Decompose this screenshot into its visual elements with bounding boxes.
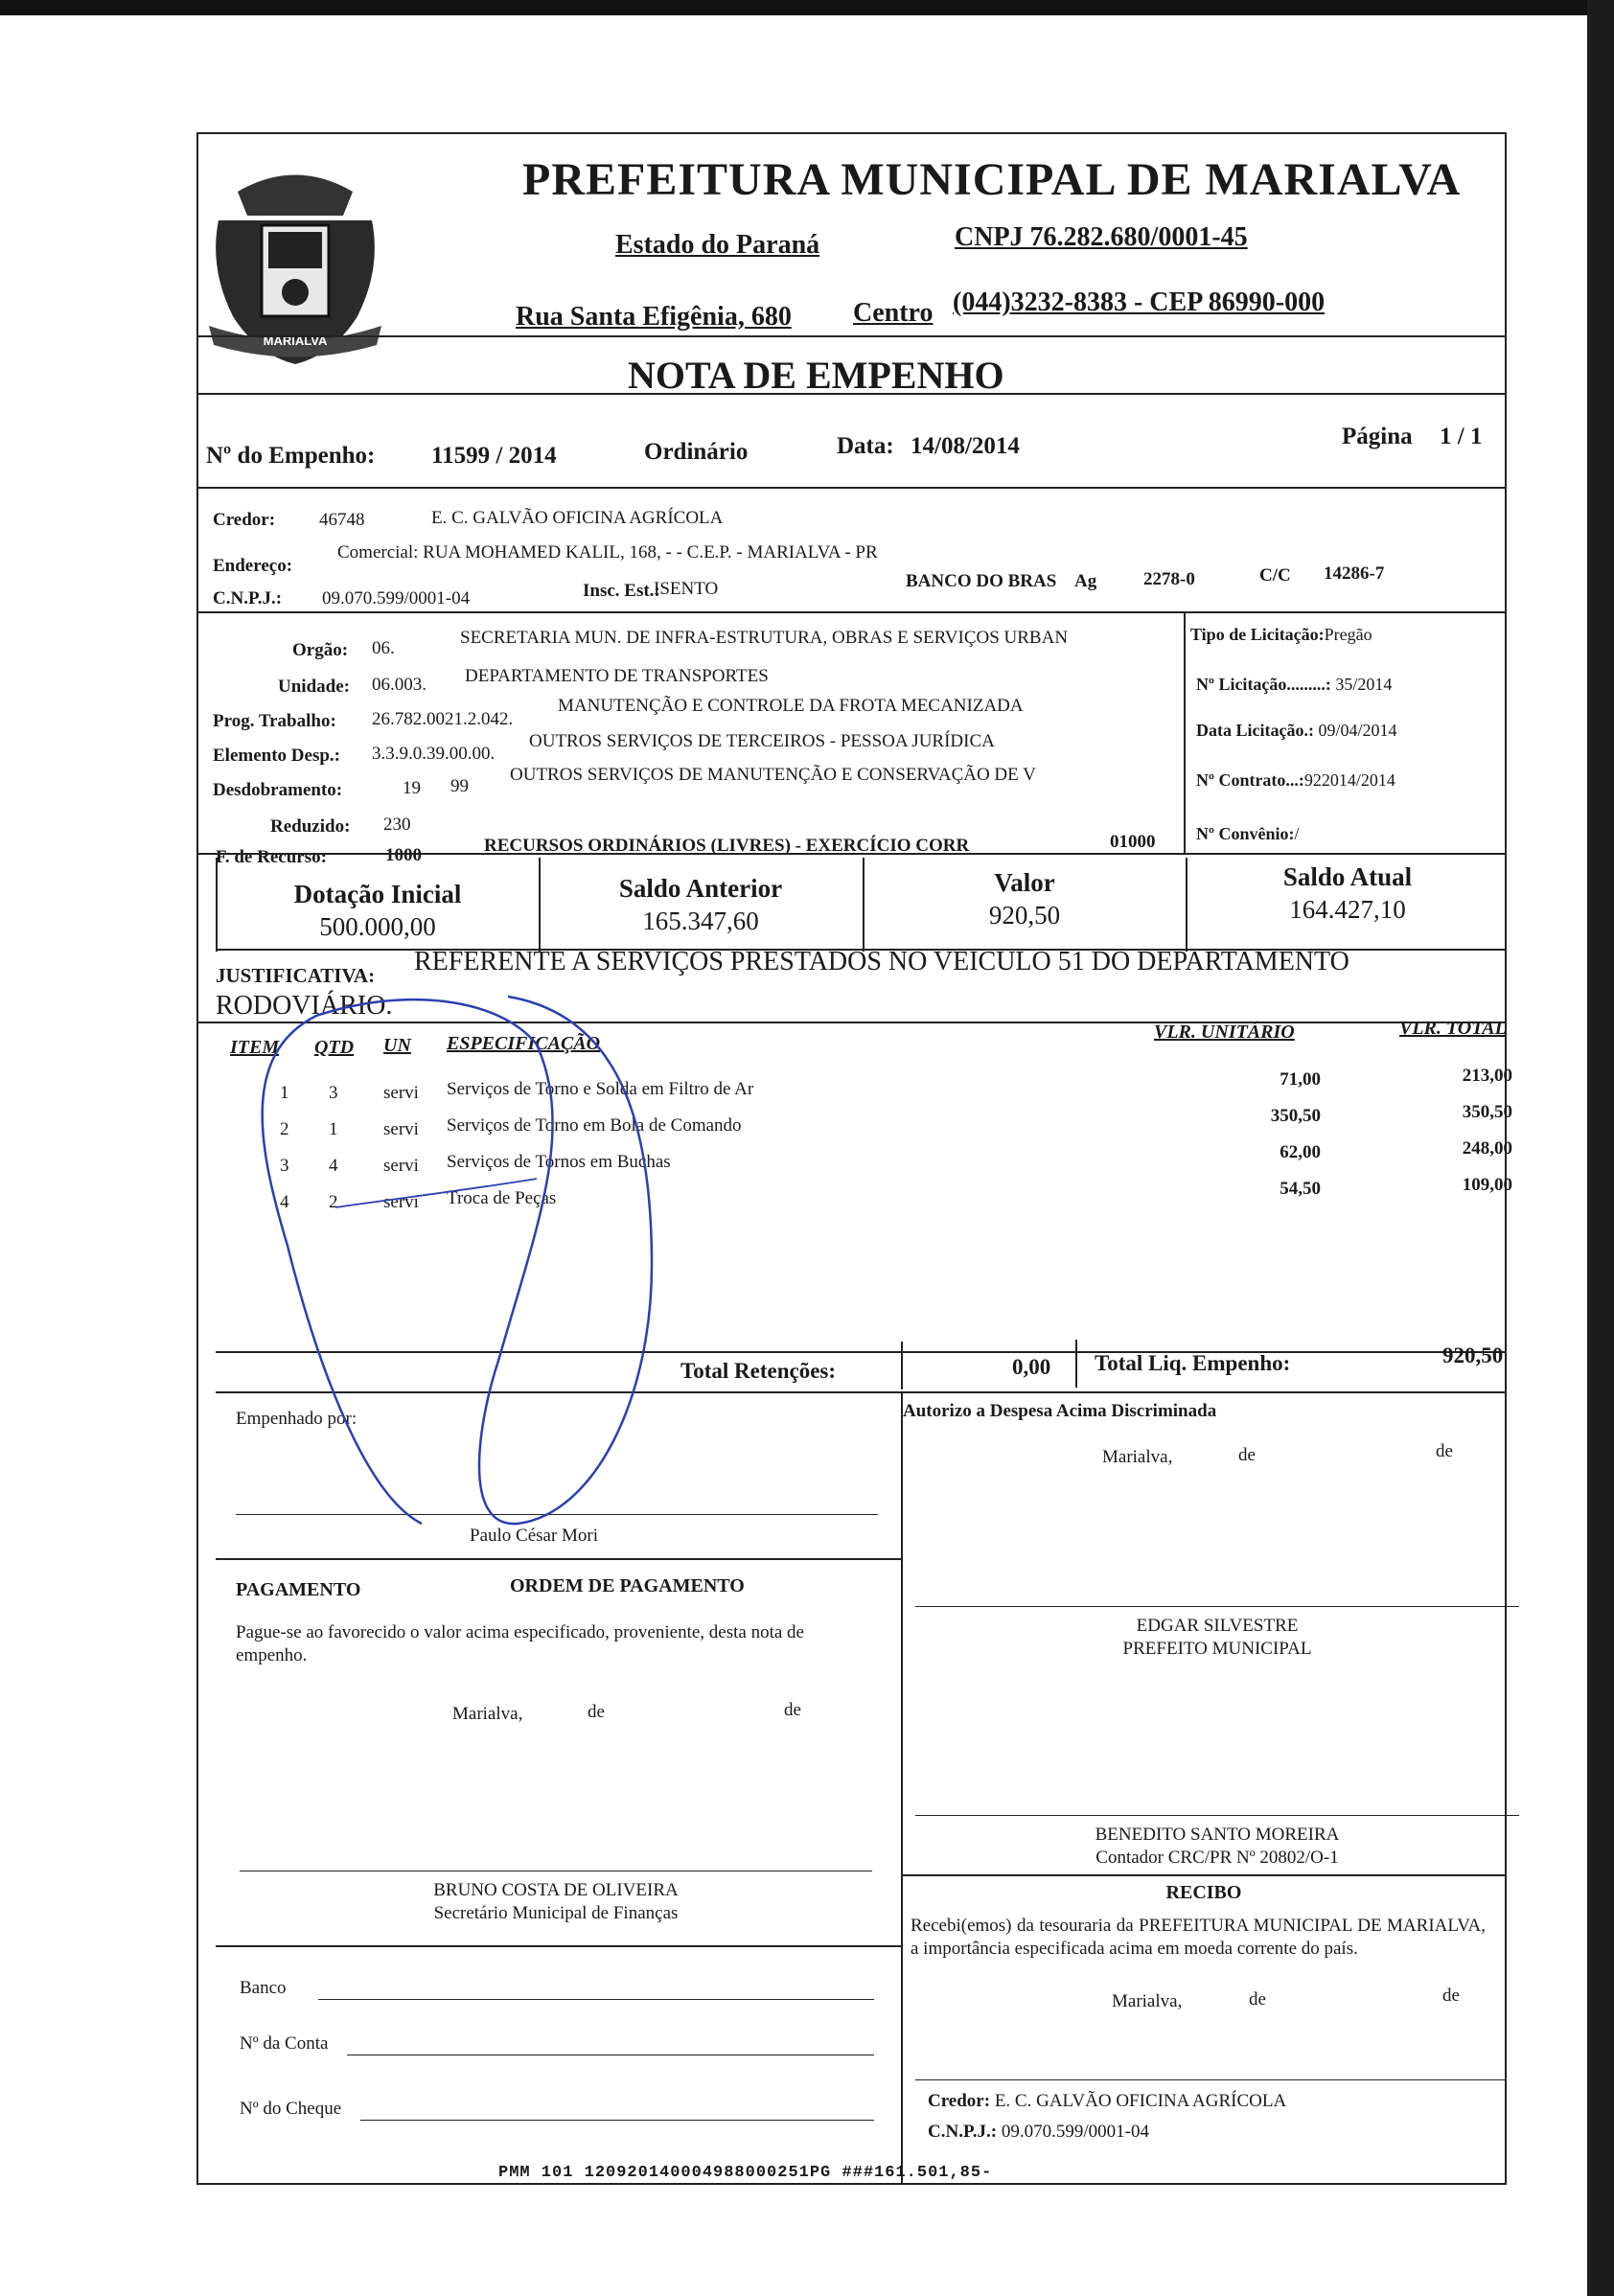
saldo-anterior-value: 165.347,60 <box>642 907 759 935</box>
item-unit: 62,00 <box>1280 1142 1321 1162</box>
saldo-atual-label: Saldo Atual <box>1282 862 1413 891</box>
item-un: servi <box>383 1156 419 1176</box>
pagamento-de-1: de <box>588 1702 605 1722</box>
col-vlr-total: VLR. TOTAL <box>1399 1018 1507 1039</box>
item-qtd: 2 <box>329 1192 338 1212</box>
item-num: 1 <box>280 1083 289 1103</box>
empenho-date: 14/08/2014 <box>911 433 1020 459</box>
item-unit: 54,50 <box>1280 1179 1321 1199</box>
recibo-credor: Credor: E. C. GALVÃO OFICINA AGRÍCOLA <box>928 2091 1287 2111</box>
saldo-atual-value: 164.427,10 <box>1289 895 1406 924</box>
orgao-code: 06. <box>372 638 395 658</box>
empenhado-name: Paulo César Mori <box>470 1526 599 1546</box>
recurso-code: 1000 <box>385 845 422 865</box>
item-un: servi <box>383 1083 419 1103</box>
unidade-code: 06.003. <box>372 675 427 695</box>
recibo-cnpj: C.N.P.J.: 09.070.599/0001-04 <box>928 2122 1149 2142</box>
item-qtd: 3 <box>329 1083 338 1103</box>
col-item: ITEM <box>230 1037 280 1058</box>
reference-code: PMM 101 120920140004988000251PG ###161.501,85- <box>498 2164 993 2182</box>
item-total: 248,00 <box>1462 1138 1512 1159</box>
item-qtd: 4 <box>329 1156 338 1176</box>
svg-text:MARIALVA: MARIALVA <box>263 333 328 348</box>
saldo-anterior-label: Saldo Anterior <box>618 874 783 903</box>
justificativa-text: REFERENTE A SERVIÇOS PRESTADOS NO VEICULO 51 DO DEPARTAMENTO <box>414 947 1349 976</box>
pagamento-label: PAGAMENTO <box>236 1579 361 1600</box>
recurso-number: 01000 <box>1110 832 1156 852</box>
recibo-city: Marialva, <box>1112 1991 1183 2011</box>
item-unit: 350,50 <box>1270 1106 1321 1126</box>
recibo-de-2: de <box>1442 1986 1460 2006</box>
page-label: Página <box>1342 424 1413 449</box>
agency-number: 2278-0 <box>1143 569 1195 589</box>
item-total: 350,50 <box>1462 1102 1512 1122</box>
account-label: C/C <box>1259 565 1291 585</box>
account-number: 14286-7 <box>1324 563 1385 584</box>
pagamento-city: Marialva, <box>452 1704 523 1724</box>
retencoes-value: 0,00 <box>1012 1355 1051 1379</box>
elemento-name: OUTROS SERVIÇOS DE TERCEIROS - PESSOA JURÍDICA <box>529 731 995 751</box>
credor-address: Comercial: RUA MOHAMED KALIL, 168, - - C.E.P. - MARIALVA - PR <box>337 542 878 563</box>
reduzido-value: 230 <box>383 815 411 835</box>
address-header: Rua Santa Efigênia, 680 <box>516 302 792 332</box>
orgao-label: Orgão: <box>292 640 349 660</box>
prefeito-role: PREFEITO MUNICIPAL <box>1122 1639 1312 1659</box>
banco-label: Banco <box>240 1978 287 1998</box>
page-title: PREFEITURA MUNICIPAL DE MARIALVA <box>522 154 1462 205</box>
recurso-name: RECURSOS ORDINÁRIOS (LIVRES) - EXERCÍCIO CORR <box>484 836 970 856</box>
justificativa-label: JUSTIFICATIVA: <box>216 964 376 987</box>
item-qtd: 1 <box>329 1119 338 1139</box>
insc-value: ISENTO <box>654 579 719 599</box>
justificativa-text-2: RODOVIÁRIO. <box>216 991 393 1021</box>
credor-name: E. C. GALVÃO OFICINA AGRÍCOLA <box>431 508 724 528</box>
liquido-label: Total Liq. Empenho: <box>1095 1351 1291 1375</box>
conta-label: Nº da Conta <box>240 2033 329 2054</box>
reduzido-label: Reduzido: <box>270 816 351 837</box>
doc-title: NOTA DE EMPENHO <box>628 354 1004 397</box>
secretario-name: BRUNO COSTA DE OLIVEIRA <box>433 1880 679 1900</box>
prefeito-name: EDGAR SILVESTRE <box>1136 1616 1299 1636</box>
item-desc: Serviços de Torno em Bola de Comando <box>447 1115 742 1136</box>
autorizo-de-2: de <box>1436 1441 1453 1461</box>
desdob-label: Desdobramento: <box>213 780 343 800</box>
item-desc: Troca de Peças <box>447 1188 557 1208</box>
recibo-text: Recebi(emos) da tesouraria da PREFEITURA MUNICIPAL DE MARIALVA, a importância especificada acima em moeda corrente do país. <box>911 1916 1486 1959</box>
secretario-role: Secretário Municipal de Finanças <box>433 1903 679 1923</box>
desdob-a: 19 <box>403 778 421 798</box>
cheque-label: Nº do Cheque <box>240 2099 342 2119</box>
credor-cnpj: 09.070.599/0001-04 <box>322 588 471 608</box>
orgao-name: SECRETARIA MUN. DE INFRA-ESTRUTURA, OBRAS E SERVIÇOS URBAN <box>460 628 1069 648</box>
item-un: servi <box>383 1119 419 1139</box>
col-un: UN <box>383 1035 411 1056</box>
data-licitacao: Data Licitação.: 09/04/2014 <box>1196 721 1397 740</box>
bank-name: BANCO DO BRAS <box>906 571 1057 591</box>
district-header: Centro <box>853 298 934 328</box>
item-un: servi <box>383 1192 419 1212</box>
desdob-name: OUTROS SERVIÇOS DE MANUTENÇÃO E CONSERVAÇÃO DE V <box>510 765 1036 785</box>
credor-code: 46748 <box>319 510 365 530</box>
numero-licitacao: Nº Licitação.........: 35/2014 <box>1196 675 1393 694</box>
address-label: Endereço: <box>213 556 293 576</box>
cnpj-header: CNPJ 76.282.680/0001-45 <box>955 222 1248 252</box>
col-especificacao: ESPECIFICAÇÃO <box>447 1033 601 1054</box>
item-desc: Serviços de Tornos em Buchas <box>447 1152 671 1172</box>
elemento-code: 3.3.9.0.39.00.00. <box>372 744 496 764</box>
empenho-number: 11599 / 2014 <box>431 443 557 469</box>
item-total: 213,00 <box>1462 1066 1512 1086</box>
col-qtd: QTD <box>314 1037 355 1058</box>
valor-value: 920,50 <box>988 901 1061 930</box>
contador-role: Contador CRC/PR Nº 20802/O-1 <box>1095 1848 1339 1868</box>
col-vlr-unitario: VLR. UNITÁRIO <box>1154 1022 1295 1043</box>
item-num: 3 <box>280 1156 289 1176</box>
elemento-label: Elemento Desp.: <box>213 746 340 766</box>
empenho-type: Ordinário <box>644 439 749 465</box>
phone-cep: (044)3232-8383 - CEP 86990-000 <box>953 287 1326 317</box>
item-num: 2 <box>280 1119 289 1139</box>
page-number: 1 / 1 <box>1440 424 1483 449</box>
contador-name: BENEDITO SANTO MOREIRA <box>1095 1825 1340 1845</box>
state-name: Estado do Paraná <box>615 230 820 260</box>
prog-code: 26.782.0021.2.042. <box>372 709 514 729</box>
empenhado-label: Empenhado por: <box>236 1409 357 1429</box>
numero-convenio: Nº Convênio:/ <box>1196 824 1300 843</box>
item-num: 4 <box>280 1192 289 1212</box>
recibo-title: RECIBO <box>1165 1882 1242 1903</box>
retencoes-label: Total Retenções: <box>680 1359 837 1383</box>
empenho-label: Nº do Empenho: <box>206 443 376 469</box>
prog-label: Prog. Trabalho: <box>213 711 336 731</box>
prog-name: MANUTENÇÃO E CONTROLE DA FROTA MECANIZADA <box>558 696 1024 716</box>
agency-label: Ag <box>1074 571 1097 591</box>
pagamento-text: Pague-se ao favorecido o valor acima especificado, proveniente, desta nota de empenho. <box>236 1622 804 1665</box>
cnpj-label: C.N.P.J.: <box>213 588 283 608</box>
valor-label: Valor <box>994 868 1055 897</box>
item-unit: 71,00 <box>1280 1069 1321 1090</box>
liquido-value: 920,50 <box>1442 1343 1504 1367</box>
tipo-licitacao: Tipo de Licitação:Pregão <box>1190 625 1372 644</box>
insc-label: Insc. Est.: <box>583 581 660 601</box>
item-desc: Serviços de Torno e Solda em Filtro de Ar <box>447 1079 754 1099</box>
credor-label: Credor: <box>213 510 276 530</box>
unidade-name: DEPARTAMENTO DE TRANSPORTES <box>465 666 769 686</box>
ordem-pagamento-label: ORDEM DE PAGAMENTO <box>510 1575 745 1596</box>
recibo-de-1: de <box>1249 1989 1266 2009</box>
recurso-label: F. de Recurso: <box>216 847 327 867</box>
pagamento-de-2: de <box>784 1700 801 1720</box>
numero-contrato: Nº Contrato...:922014/2014 <box>1196 770 1395 790</box>
dotacao-value: 500.000,00 <box>319 912 436 941</box>
dotacao-label: Dotação Inicial <box>293 880 462 908</box>
item-total: 109,00 <box>1462 1175 1512 1195</box>
autorizo-de-1: de <box>1238 1445 1256 1465</box>
desdob-b: 99 <box>450 776 469 796</box>
unidade-label: Unidade: <box>278 677 350 697</box>
autorizo-city: Marialva, <box>1102 1447 1173 1467</box>
autorizo-label: Autorizo a Despesa Acima Discriminada <box>903 1401 1217 1421</box>
date-label: Data: <box>837 433 894 459</box>
